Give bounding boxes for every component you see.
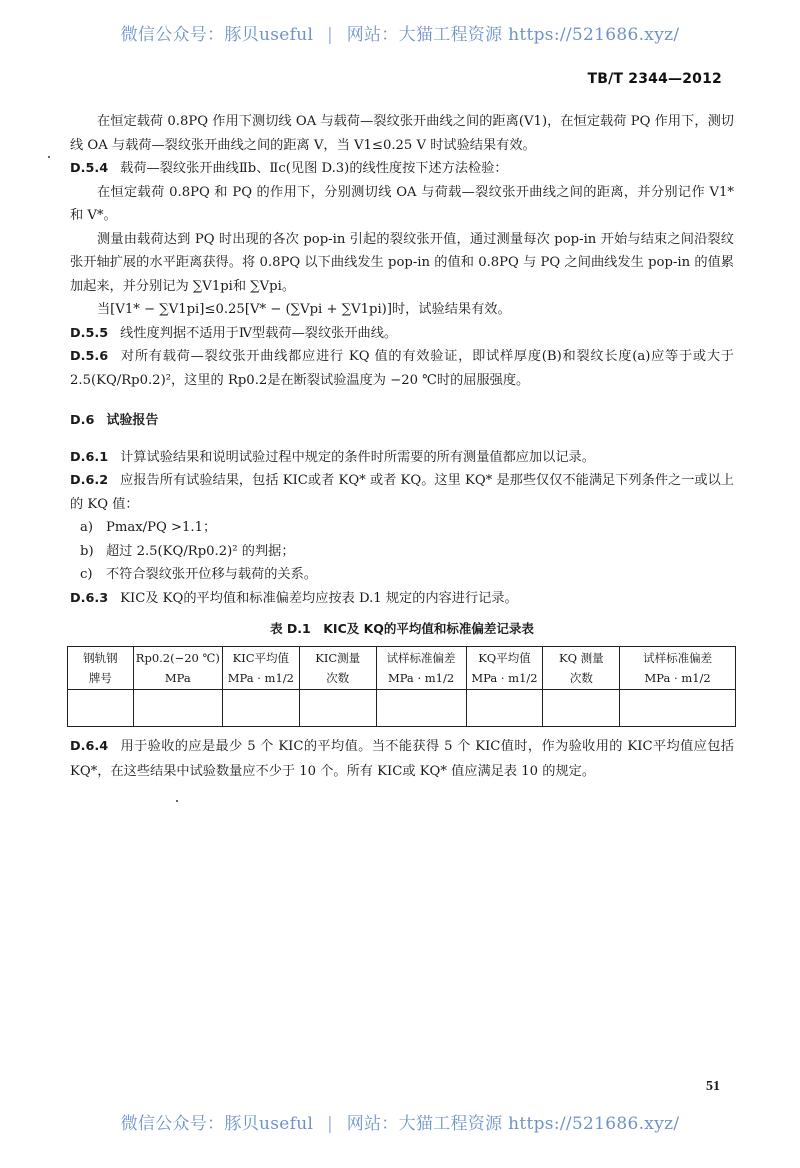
table-cell: [543, 689, 620, 726]
page-number: 51: [706, 1079, 720, 1094]
clause-number: D.6.1: [70, 449, 109, 465]
clause-d55: [70, 322, 734, 346]
column-header: KIC平均值 MPa · m1/2: [222, 646, 299, 689]
clause-number: D.6.3: [70, 590, 109, 606]
clause-number: D.5.5: [70, 325, 109, 341]
record-table: [67, 646, 736, 727]
clause-number: D.5.6: [70, 349, 109, 364]
list-text: 超过 2.5(KQ/Rp0.2)² 的判据；: [106, 543, 295, 559]
clause-text: 载荷—裂纹张开曲线Ⅱb、Ⅱc(见图 D.3)的线性度按下述方法检验：: [120, 161, 508, 176]
watermark-site: 网站：大猫工程资源 https://521686.xyz/: [346, 25, 680, 45]
paragraph-intro: 在恒定载荷 0.8PQ 作用下测切线 OA 与载荷—裂纹张开曲线之间的距离(V1)，在恒定载荷 PQ 作用下，测切线 OA 与载荷—裂纹张开曲线之间的距离 V，当 V1≤0.25 V 时试验结果有效。: [70, 114, 734, 153]
section-title: 试验报告: [106, 413, 159, 428]
table-header-row: [68, 646, 736, 689]
column-header: 试样标准偏差 MPa · m1/2: [620, 646, 736, 689]
list-text: 不符合裂纹张开位移与载荷的关系。: [106, 567, 317, 582]
clause-d62: [70, 469, 734, 516]
column-header: 钢轨钢 牌号: [68, 646, 134, 689]
clause-d56: [70, 345, 734, 392]
section-d6-heading: [70, 409, 734, 433]
table-cell: [466, 689, 543, 726]
clause-d63: [70, 587, 734, 611]
column-header: Rp0.2(−20 ℃) MPa: [133, 646, 222, 689]
table-cell: [299, 689, 376, 726]
watermark-account: 微信公众号：豚贝useful: [120, 1114, 314, 1134]
column-header: 试样标准偏差 MPa · m1/2: [376, 646, 466, 689]
clause-number: D.6.2: [70, 473, 109, 488]
document-body: [70, 110, 734, 784]
list-item-a: [70, 516, 734, 540]
watermark-bottom: [0, 1109, 800, 1134]
clause-text: 对所有载荷—裂纹张开曲线都应进行 KQ 值的有效验证，即试样厚度(B)和裂纹长度(a)应等于或大于 2.5(KQ/Rp0.2)²，这里的 Rp0.2是在断裂试验温度为 −20 ℃时的屈服强度。: [70, 349, 734, 388]
table-row: [68, 689, 736, 726]
clause-d61: [70, 446, 734, 470]
table-cell: [620, 689, 736, 726]
table-cell: [133, 689, 222, 726]
paragraph-d54-3: 当[V1* − ∑V1pi]≤0.25[V* − (∑Vpi + ∑V1pi)]时，试验结果有效。: [97, 302, 511, 317]
paragraph-d54-2: 测量由载荷达到 PQ 时出现的各次 pop-in 引起的裂纹张开值，通过测量每次 pop-in 开始与结束之间沿裂纹张开轴扩展的水平距离获得。将 0.8PQ 以下曲线发生 pop-in 的值和 0.8PQ 与 PQ 之间曲线发生 pop-in 的值累加起来，并分别记为 ∑V1pi和 ∑Vpi。: [70, 231, 734, 294]
watermark-separator: |: [326, 25, 333, 45]
clause-text: 计算试验结果和说明试验过程中规定的条件时所需要的所有测量值都应加以记录。: [120, 449, 595, 465]
clause-number: D.6.4: [70, 738, 109, 754]
list-item-b: [70, 540, 734, 564]
table-cell: [68, 689, 134, 726]
watermark-site: 网站：大猫工程资源 https://521686.xyz/: [346, 1114, 680, 1134]
clause-text: 线性度判据不适用于Ⅳ型载荷—裂纹张开曲线。: [120, 325, 398, 341]
table-cell: [376, 689, 466, 726]
column-header: KIC测量 次数: [299, 646, 376, 689]
column-header: KQ平均值 MPa · m1/2: [466, 646, 543, 689]
watermark-account: 微信公众号：豚贝useful: [120, 25, 314, 45]
list-item-c: [70, 563, 734, 587]
scan-speck: [48, 156, 50, 158]
clause-number: D.5.4: [70, 161, 109, 176]
clause-d64: [70, 734, 734, 784]
scan-speck: [176, 800, 178, 802]
table-caption: 表 D.1 KIC及 KQ的平均值和标准偏差记录表: [270, 621, 534, 636]
list-text: Pmax/PQ >1.1；: [106, 520, 217, 535]
clause-text: 用于验收的应是最少 5 个 KIC的平均值。当不能获得 5 个 KIC值时，作为验收用的 KIC平均值应包括 KQ*，在这些结果中试验数量应不少于 10 个。所有 KIC或 KQ* 值应满足表 10 的规定。: [70, 738, 734, 779]
standard-code: TB/T 2344—2012: [587, 71, 722, 87]
clause-text: KIC及 KQ的平均值和标准偏差均应按表 D.1 规定的内容进行记录。: [120, 590, 518, 606]
watermark-top: [0, 20, 800, 45]
column-header: KQ 测量 次数: [543, 646, 620, 689]
clause-d54: [70, 157, 734, 181]
table-cell: [222, 689, 299, 726]
list-marker: b): [80, 543, 94, 559]
list-marker: a): [80, 520, 94, 535]
clause-text: 应报告所有试验结果，包括 KIC或者 KQ* 或者 KQ。这里 KQ* 是那些仅仅不能满足下列条件之一或以上的 KQ 值：: [70, 473, 734, 512]
list-marker: c): [80, 567, 93, 582]
watermark-separator: |: [326, 1114, 333, 1134]
paragraph-d54-1: 在恒定载荷 0.8PQ 和 PQ 的作用下，分别测切线 OA 与荷载—裂纹张开曲线之间的距离，并分别记作 V1* 和 V*。: [70, 184, 734, 223]
section-number: D.6: [70, 413, 95, 428]
